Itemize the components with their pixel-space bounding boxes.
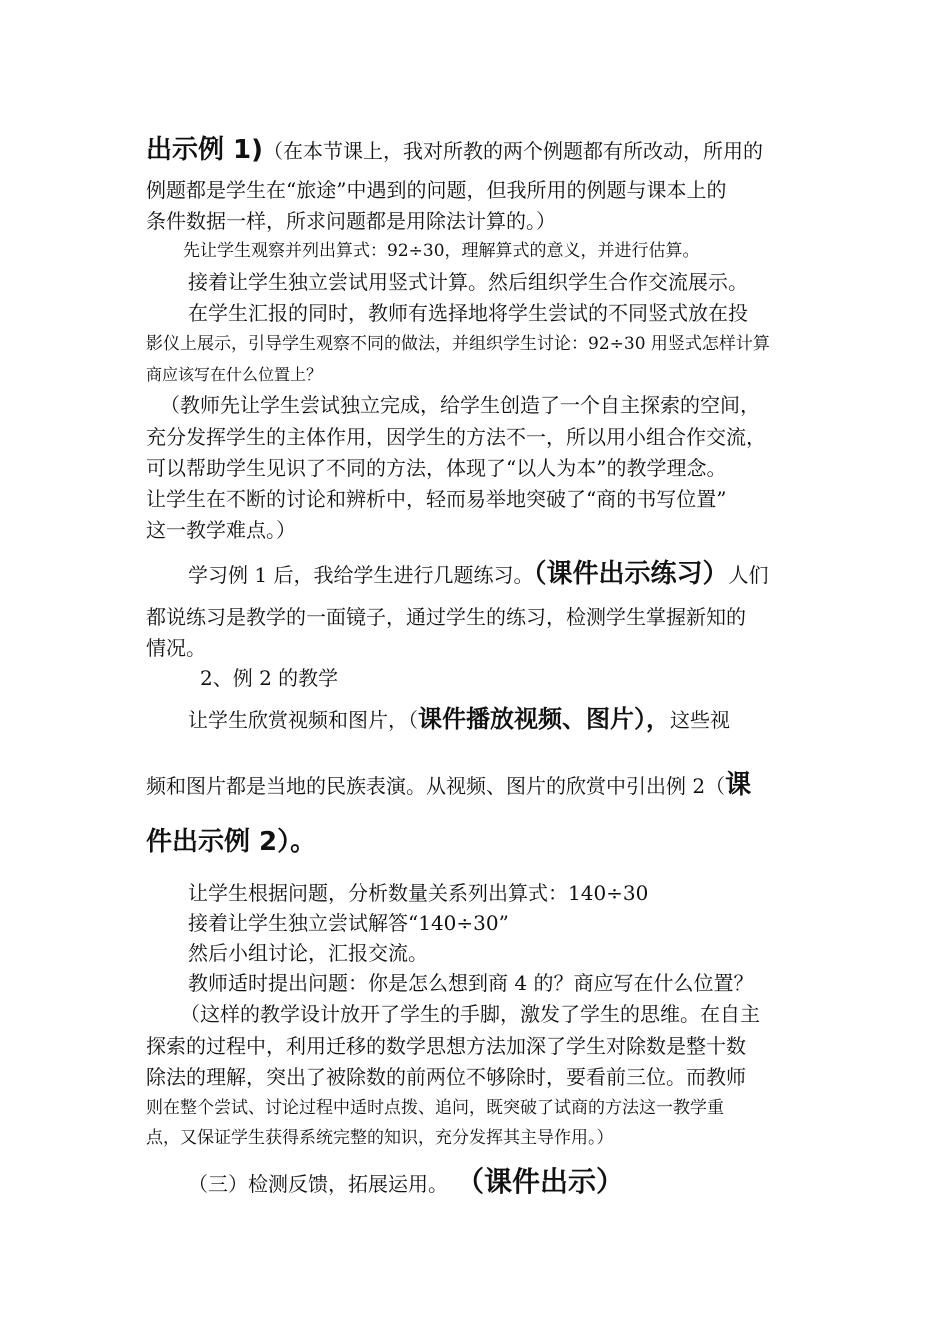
line-text: 这些视 [670,708,730,732]
paragraph-line: 这一教学难点。） [146,518,296,542]
bold-courseware-text: 课件播放视频、图片）， [418,705,670,733]
paragraph-line: 接着让学生独立尝试用竖式计算。然后组织学生合作交流展示。 [188,270,748,294]
paragraph-line: 先让学生观察并列出算式：92÷30，理解算式的意义，并进行估算。 [183,241,700,261]
paragraph-line: 则在整个尝试、讨论过程中适时点拨、追问，既突破了试商的方法这一教学重 [146,1098,724,1118]
bold-courseware-text: （课件出示练习） [533,559,729,589]
bold-courseware-text: （课件出示） [470,1165,625,1198]
paragraph-line: 让学生在不断的讨论和辨析中，轻而易举地突破了“商的书写位置” [146,487,727,511]
paragraph-line: 除法的理解，突出了被除数的前两位不够除时，要看前三位。而教师 [146,1065,746,1089]
paragraph-line [188,560,768,590]
bold-courseware-text: 课 [725,770,752,800]
line-text: （三）检测反馈，拓展运用。 [188,1172,448,1196]
paragraph-line: 影仪上展示，引导学生观察不同的做法，并组织学生讨论：92÷30 用竖式怎样计算 [146,334,770,354]
paragraph-line: 接着让学生独立尝试解答“140÷30” [188,911,509,935]
paragraph-line: 然后小组讨论，汇报交流。 [188,941,428,965]
line-text: 频和图片都是当地的民族表演。从视频、图片的欣赏中引出例 2（ [146,774,726,798]
paragraph-line: 教师适时提出问题：你是怎么想到商 4 的？商应写在什么位置？ [188,971,754,995]
paragraph-line: （这样的教学设计放开了学生的手脚，激发了学生的思维。在自主 [180,1002,760,1026]
paragraph-line: 充分发挥学生的主体作用，因学生的方法不一，所以用小组合作交流， [146,425,766,449]
paragraph-line: （教师先让学生尝试独立完成，给学生创造了一个自主探索的空间， [160,393,760,417]
paragraph-line: 都说练习是教学的一面镜子，通过学生的练习，检测学生掌握新知的 [146,605,746,629]
paragraph-line [146,136,763,166]
paragraph-line: 2、例 2 的教学 [200,666,339,690]
paragraph-line: 商应该写在什么位置上？ [146,365,323,384]
line-text: 让学生欣赏视频和图片，（ [188,708,418,732]
paragraph-line [188,1166,624,1198]
paragraph-line [188,706,730,734]
paragraph-line: 例题都是学生在“旅途”中遇到的问题，但我所用的例题与课本上的 [146,178,727,202]
paragraph-line: 条件数据一样，所求问题都是用除法计算的。） [146,209,556,233]
paragraph-line [146,771,751,801]
paragraph-line: 在学生汇报的同时，教师有选择地将学生尝试的不同竖式放在投 [188,301,748,325]
paragraph-line: 可以帮助学生见识了不同的方法，体现了“以人为本”的教学理念。 [146,456,727,480]
paragraph-line [146,828,316,858]
line-text: （在本节课上，我对所教的两个例题都有所改动，所用的 [263,139,764,163]
line-text: 人们 [728,563,769,587]
paragraph-line: 让学生根据问题，分析数量关系列出算式：140÷30 [188,881,649,905]
paragraph-line: 情况。 [146,636,206,660]
bold-heading-text: 出示例 1) [146,135,264,165]
bold-courseware-text: 件出示例 2）。 [146,827,317,857]
line-text: 学习例 1 后，我给学生进行几题练习。 [188,563,534,587]
paragraph-line: 探索的过程中，利用迁移的数学思想方法加深了学生对除数是整十数 [146,1034,746,1058]
paragraph-line: 点，又保证学生获得系统完整的知识，充分发挥其主导作用。） [146,1128,614,1148]
